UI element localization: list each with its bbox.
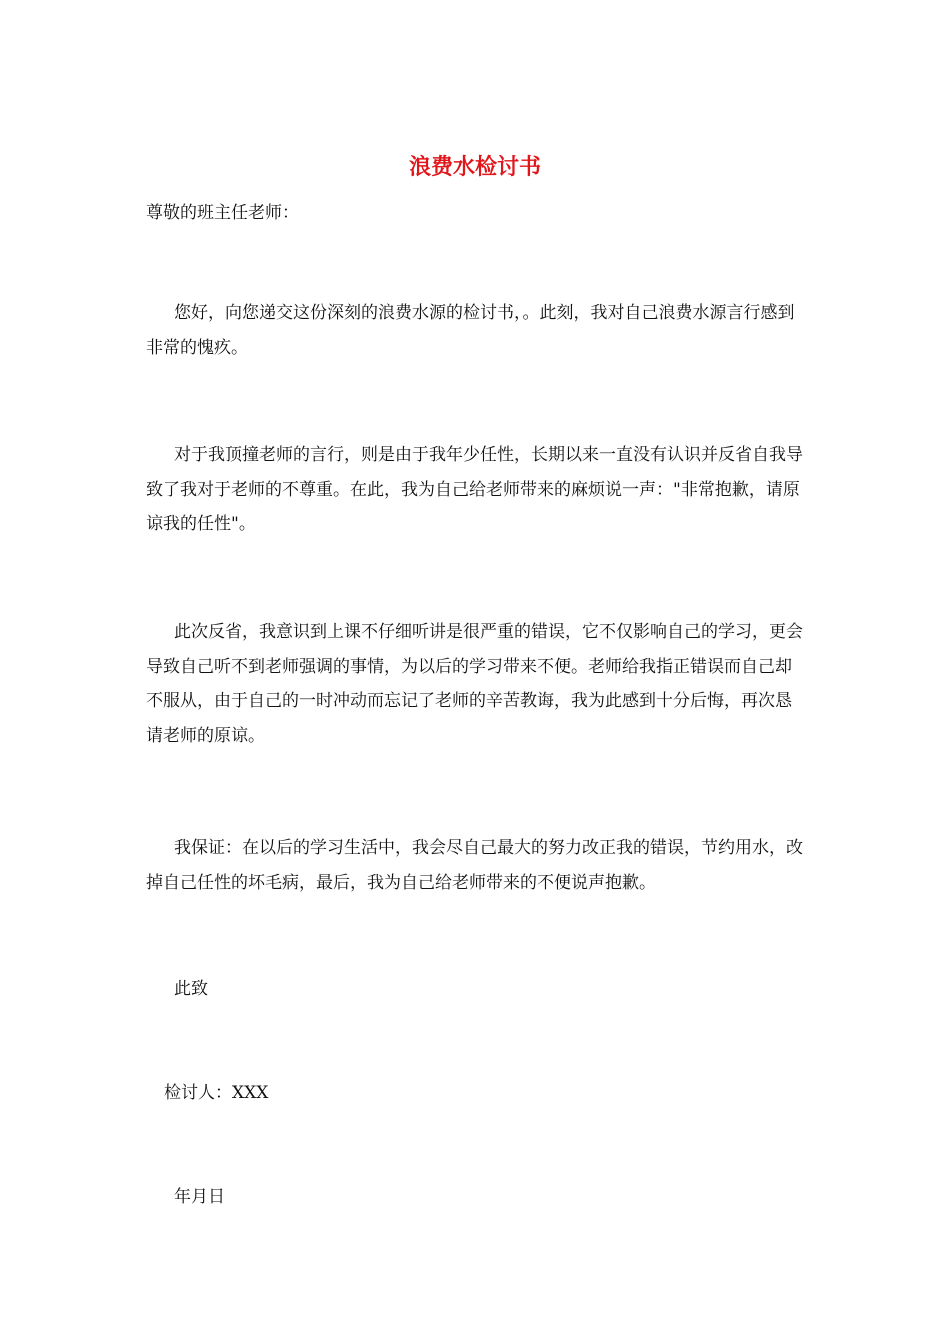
paragraph-4: 我保证：在以后的学习生活中，我会尽自己最大的努力改正我的错误，节约用水，改掉自己任性的坏毛病，最后，我为自己给老师带来的不便说声抱歉。 bbox=[146, 838, 803, 893]
closing: 此致 bbox=[174, 979, 208, 999]
date-line: 年月日 bbox=[174, 1187, 225, 1207]
paragraph-1: 您好，向您递交这份深刻的浪费水源的检讨书，。此刻，我对自己浪费水源言行感到非常的愧疚。 bbox=[146, 303, 795, 358]
paragraph-2: 对于我顶撞老师的言行，则是由于我年少任性，长期以来一直没有认识并反省自我导致了我对于老师的不尊重。在此，我为自己给老师带来的麻烦说一声："非常抱歉，请原谅我的任性"。 bbox=[146, 445, 803, 534]
document-title: 浪费水检讨书 bbox=[408, 154, 541, 180]
signer: 检讨人：XXX bbox=[164, 1083, 269, 1103]
paragraph-3: 此次反省，我意识到上课不仔细听讲是很严重的错误，它不仅影响自己的学习，更会导致自己听不到老师强调的事情，为以后的学习带来不便。老师给我指正错误而自己却不服从，由于自己的一时冲动而忘记了老师的辛苦教诲，我为此感到十分后悔，再次恳请老师的原谅。 bbox=[146, 622, 803, 746]
greeting: 尊敬的班主任老师： bbox=[146, 203, 299, 223]
